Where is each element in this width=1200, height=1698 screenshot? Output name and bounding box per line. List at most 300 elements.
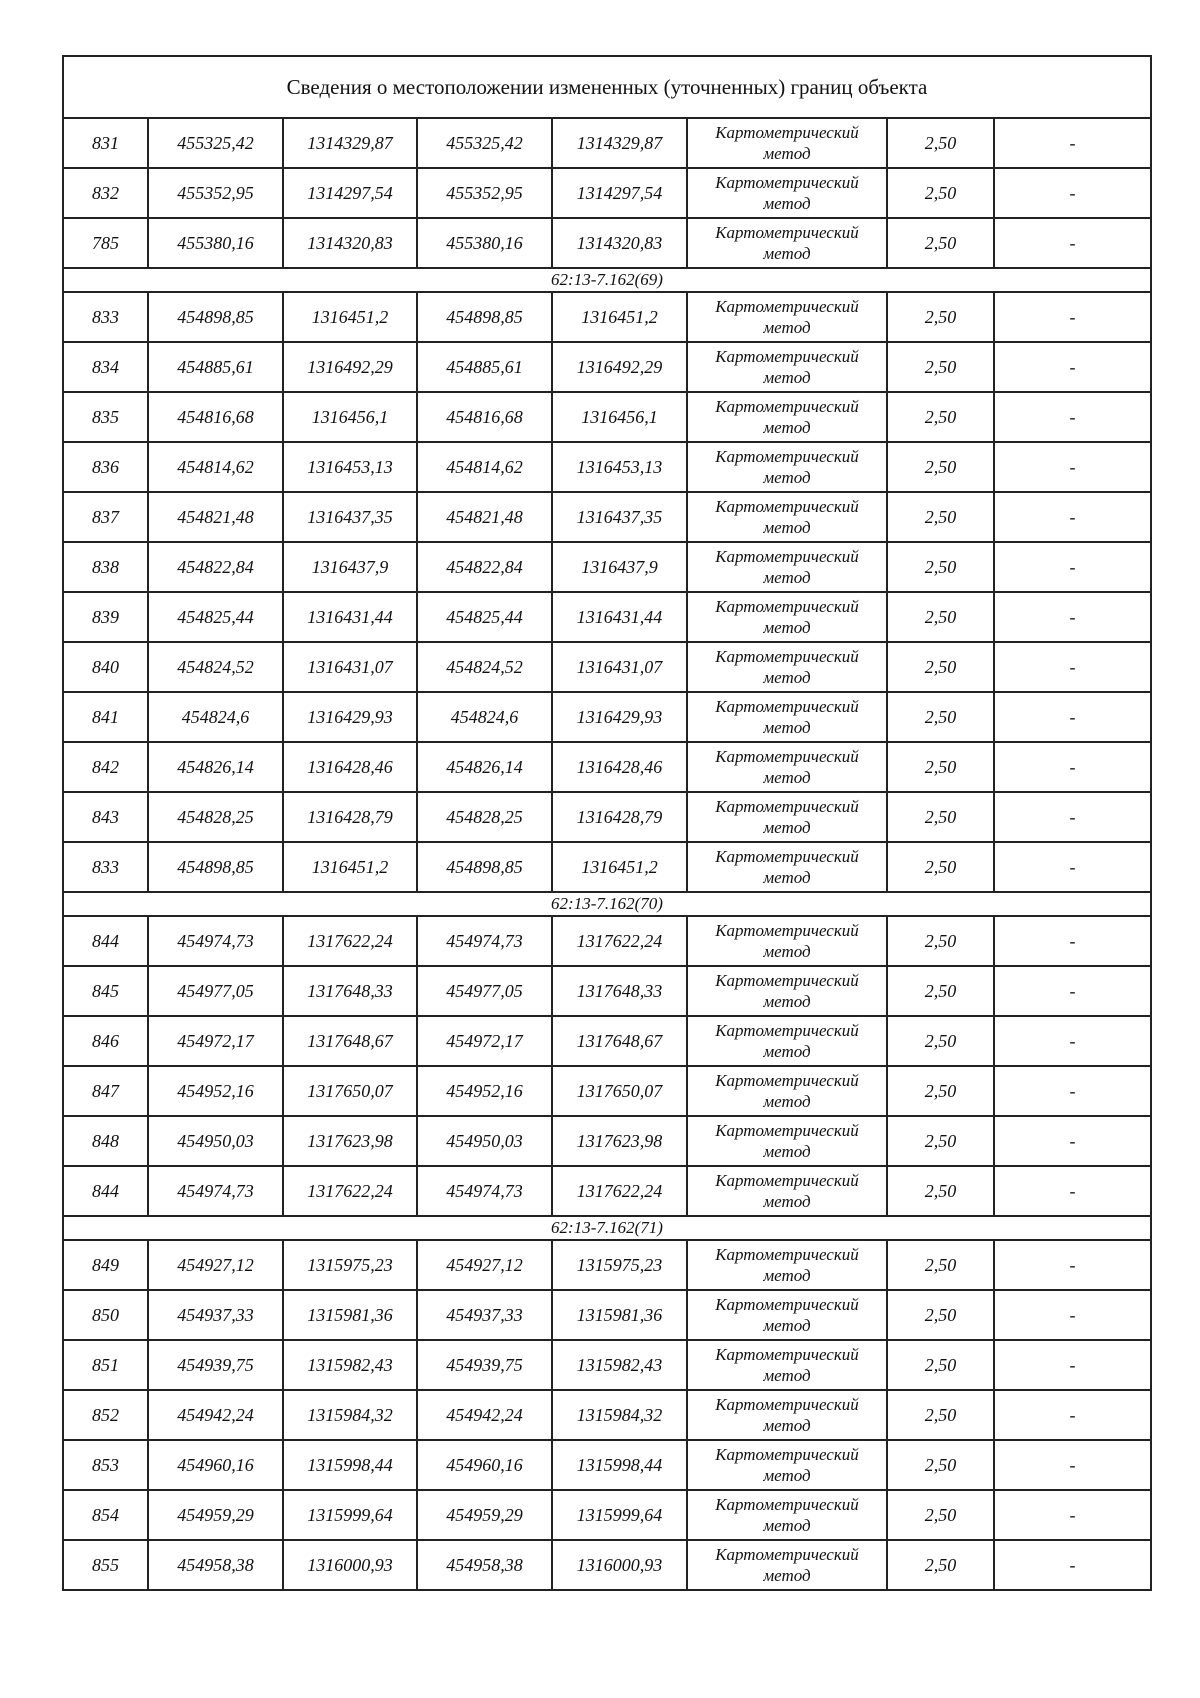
x-existing-cell: 454816,68 [148, 392, 283, 442]
point-number-cell: 833 [63, 842, 148, 892]
method-line-1: Картометрический [715, 697, 859, 716]
y-existing-cell: 1316451,2 [283, 292, 417, 342]
point-number-cell: 840 [63, 642, 148, 692]
x-existing-cell: 454937,33 [148, 1290, 283, 1340]
method-line-1: Картометрический [715, 971, 859, 990]
x-existing-cell: 454974,73 [148, 916, 283, 966]
method-cell [687, 792, 887, 842]
point-number-cell: 835 [63, 392, 148, 442]
method-line-2: метод [763, 1566, 811, 1585]
x-existing-cell: 454885,61 [148, 342, 283, 392]
note-cell: - [994, 1540, 1151, 1590]
y-refined-cell: 1316431,07 [552, 642, 687, 692]
x-existing-cell: 454828,25 [148, 792, 283, 842]
y-existing-cell: 1315999,64 [283, 1490, 417, 1540]
point-number-cell: 849 [63, 1240, 148, 1290]
point-number-cell: 848 [63, 1116, 148, 1166]
method-line-2: метод [763, 244, 811, 263]
y-refined-cell: 1315975,23 [552, 1240, 687, 1290]
method-line-1: Картометрический [715, 497, 859, 516]
note-cell: - [994, 792, 1151, 842]
note-cell: - [994, 1066, 1151, 1116]
method-cell [687, 966, 887, 1016]
point-number-cell: 845 [63, 966, 148, 1016]
method-cell [687, 1290, 887, 1340]
y-existing-cell: 1315975,23 [283, 1240, 417, 1290]
section-label: 62:13-7.162(70) [63, 892, 1151, 916]
x-existing-cell: 454960,16 [148, 1440, 283, 1490]
x-refined-cell: 454937,33 [417, 1290, 552, 1340]
accuracy-cell: 2,50 [887, 1240, 994, 1290]
accuracy-cell: 2,50 [887, 392, 994, 442]
method-line-1: Картометрический [715, 397, 859, 416]
point-number-cell: 844 [63, 916, 148, 966]
note-cell: - [994, 642, 1151, 692]
x-existing-cell: 455380,16 [148, 218, 283, 268]
method-line-1: Картометрический [715, 1121, 859, 1140]
y-existing-cell: 1316428,79 [283, 792, 417, 842]
accuracy-cell: 2,50 [887, 1490, 994, 1540]
method-line-2: метод [763, 768, 811, 787]
method-cell [687, 1116, 887, 1166]
method-line-1: Картометрический [715, 847, 859, 866]
method-line-2: метод [763, 468, 811, 487]
x-existing-cell: 454822,84 [148, 542, 283, 592]
point-number-cell: 833 [63, 292, 148, 342]
method-cell [687, 692, 887, 742]
y-refined-cell: 1316456,1 [552, 392, 687, 442]
accuracy-cell: 2,50 [887, 342, 994, 392]
point-number-cell: 832 [63, 168, 148, 218]
x-existing-cell: 454974,73 [148, 1166, 283, 1216]
x-existing-cell: 454814,62 [148, 442, 283, 492]
method-cell [687, 1016, 887, 1066]
y-refined-cell: 1317648,67 [552, 1016, 687, 1066]
point-number-cell: 838 [63, 542, 148, 592]
y-existing-cell: 1316453,13 [283, 442, 417, 492]
note-cell: - [994, 492, 1151, 542]
accuracy-cell: 2,50 [887, 1166, 994, 1216]
method-line-2: метод [763, 718, 811, 737]
method-line-2: метод [763, 668, 811, 687]
method-cell [687, 1390, 887, 1440]
accuracy-cell: 2,50 [887, 218, 994, 268]
accuracy-cell: 2,50 [887, 966, 994, 1016]
section-header-row [63, 268, 1151, 292]
table-row [63, 218, 1151, 268]
method-cell [687, 168, 887, 218]
y-existing-cell: 1317622,24 [283, 1166, 417, 1216]
x-refined-cell: 454825,44 [417, 592, 552, 642]
method-cell [687, 642, 887, 692]
y-refined-cell: 1315981,36 [552, 1290, 687, 1340]
y-refined-cell: 1316437,35 [552, 492, 687, 542]
table-row [63, 1490, 1151, 1540]
x-existing-cell: 454825,44 [148, 592, 283, 642]
accuracy-cell: 2,50 [887, 492, 994, 542]
method-cell [687, 492, 887, 542]
table-title-row [63, 56, 1151, 118]
section-header-row [63, 1216, 1151, 1240]
x-existing-cell: 454972,17 [148, 1016, 283, 1066]
method-line-1: Картометрический [715, 1395, 859, 1414]
note-cell: - [994, 1116, 1151, 1166]
x-refined-cell: 454950,03 [417, 1116, 552, 1166]
method-line-2: метод [763, 518, 811, 537]
y-existing-cell: 1316431,07 [283, 642, 417, 692]
method-line-1: Картометрический [715, 647, 859, 666]
y-existing-cell: 1316437,9 [283, 542, 417, 592]
method-cell [687, 742, 887, 792]
point-number-cell: 855 [63, 1540, 148, 1590]
x-refined-cell: 454972,17 [417, 1016, 552, 1066]
table-row [63, 592, 1151, 642]
accuracy-cell: 2,50 [887, 442, 994, 492]
x-refined-cell: 454974,73 [417, 1166, 552, 1216]
note-cell: - [994, 292, 1151, 342]
table-row [63, 792, 1151, 842]
point-number-cell: 842 [63, 742, 148, 792]
table-row [63, 442, 1151, 492]
x-existing-cell: 454952,16 [148, 1066, 283, 1116]
table-row [63, 642, 1151, 692]
method-line-1: Картометрический [715, 173, 859, 192]
method-cell [687, 1166, 887, 1216]
note-cell: - [994, 842, 1151, 892]
accuracy-cell: 2,50 [887, 1016, 994, 1066]
method-line-1: Картометрический [715, 1071, 859, 1090]
y-refined-cell: 1317648,33 [552, 966, 687, 1016]
point-number-cell: 844 [63, 1166, 148, 1216]
method-line-2: метод [763, 818, 811, 837]
point-number-cell: 852 [63, 1390, 148, 1440]
table-title: Сведения о местоположении измененных (уточненных) границ объекта [63, 56, 1151, 118]
y-existing-cell: 1315982,43 [283, 1340, 417, 1390]
accuracy-cell: 2,50 [887, 1440, 994, 1490]
x-existing-cell: 454898,85 [148, 292, 283, 342]
accuracy-cell: 2,50 [887, 1290, 994, 1340]
method-line-2: метод [763, 1192, 811, 1211]
method-line-2: метод [763, 568, 811, 587]
method-line-1: Картометрический [715, 547, 859, 566]
y-refined-cell: 1317623,98 [552, 1116, 687, 1166]
accuracy-cell: 2,50 [887, 592, 994, 642]
method-line-2: метод [763, 1092, 811, 1111]
y-existing-cell: 1316000,93 [283, 1540, 417, 1590]
accuracy-cell: 2,50 [887, 792, 994, 842]
method-cell [687, 442, 887, 492]
method-cell [687, 592, 887, 642]
method-cell [687, 118, 887, 168]
y-refined-cell: 1314297,54 [552, 168, 687, 218]
point-number-cell: 850 [63, 1290, 148, 1340]
point-number-cell: 846 [63, 1016, 148, 1066]
y-existing-cell: 1316492,29 [283, 342, 417, 392]
note-cell: - [994, 742, 1151, 792]
x-existing-cell: 454826,14 [148, 742, 283, 792]
note-cell: - [994, 1166, 1151, 1216]
x-existing-cell: 454824,6 [148, 692, 283, 742]
note-cell: - [994, 1390, 1151, 1440]
method-line-1: Картометрический [715, 223, 859, 242]
point-number-cell: 831 [63, 118, 148, 168]
method-line-2: метод [763, 1466, 811, 1485]
method-line-2: метод [763, 868, 811, 887]
method-cell [687, 1340, 887, 1390]
table-row [63, 392, 1151, 442]
boundary-coordinates-table [62, 55, 1152, 1591]
accuracy-cell: 2,50 [887, 1116, 994, 1166]
accuracy-cell: 2,50 [887, 118, 994, 168]
method-line-2: метод [763, 992, 811, 1011]
table-row [63, 1066, 1151, 1116]
x-refined-cell: 454960,16 [417, 1440, 552, 1490]
x-refined-cell: 454977,05 [417, 966, 552, 1016]
x-refined-cell: 455352,95 [417, 168, 552, 218]
table-row [63, 1290, 1151, 1340]
table-body [63, 56, 1151, 1590]
table-row [63, 1390, 1151, 1440]
accuracy-cell: 2,50 [887, 1340, 994, 1390]
x-refined-cell: 454816,68 [417, 392, 552, 442]
method-line-2: метод [763, 942, 811, 961]
note-cell: - [994, 916, 1151, 966]
accuracy-cell: 2,50 [887, 168, 994, 218]
method-cell [687, 1490, 887, 1540]
method-cell [687, 392, 887, 442]
y-refined-cell: 1316000,93 [552, 1540, 687, 1590]
note-cell: - [994, 592, 1151, 642]
y-existing-cell: 1316429,93 [283, 692, 417, 742]
method-line-1: Картометрический [715, 1345, 859, 1364]
method-line-2: метод [763, 1366, 811, 1385]
table-row [63, 692, 1151, 742]
method-line-1: Картометрический [715, 1295, 859, 1314]
method-line-1: Картометрический [715, 347, 859, 366]
x-existing-cell: 455325,42 [148, 118, 283, 168]
y-existing-cell: 1316456,1 [283, 392, 417, 442]
method-line-1: Картометрический [715, 1495, 859, 1514]
y-refined-cell: 1315998,44 [552, 1440, 687, 1490]
x-refined-cell: 454824,52 [417, 642, 552, 692]
x-refined-cell: 454942,24 [417, 1390, 552, 1440]
y-existing-cell: 1315984,32 [283, 1390, 417, 1440]
x-existing-cell: 454939,75 [148, 1340, 283, 1390]
method-line-1: Картометрический [715, 447, 859, 466]
x-refined-cell: 454822,84 [417, 542, 552, 592]
point-number-cell: 853 [63, 1440, 148, 1490]
y-refined-cell: 1316492,29 [552, 342, 687, 392]
method-cell [687, 1240, 887, 1290]
y-refined-cell: 1317650,07 [552, 1066, 687, 1116]
table-row [63, 118, 1151, 168]
method-line-2: метод [763, 194, 811, 213]
x-existing-cell: 454942,24 [148, 1390, 283, 1440]
method-line-1: Картометрический [715, 1171, 859, 1190]
y-refined-cell: 1316451,2 [552, 842, 687, 892]
y-existing-cell: 1315998,44 [283, 1440, 417, 1490]
note-cell: - [994, 168, 1151, 218]
method-line-2: метод [763, 368, 811, 387]
x-existing-cell: 454898,85 [148, 842, 283, 892]
accuracy-cell: 2,50 [887, 1390, 994, 1440]
method-line-1: Картометрический [715, 1445, 859, 1464]
y-refined-cell: 1315982,43 [552, 1340, 687, 1390]
accuracy-cell: 2,50 [887, 842, 994, 892]
method-line-1: Картометрический [715, 597, 859, 616]
note-cell: - [994, 1016, 1151, 1066]
y-refined-cell: 1316451,2 [552, 292, 687, 342]
x-existing-cell: 454959,29 [148, 1490, 283, 1540]
accuracy-cell: 2,50 [887, 1066, 994, 1116]
method-line-2: метод [763, 144, 811, 163]
point-number-cell: 843 [63, 792, 148, 842]
table-row [63, 1340, 1151, 1390]
point-number-cell: 851 [63, 1340, 148, 1390]
table-row [63, 966, 1151, 1016]
y-existing-cell: 1314329,87 [283, 118, 417, 168]
accuracy-cell: 2,50 [887, 642, 994, 692]
y-existing-cell: 1317650,07 [283, 1066, 417, 1116]
x-existing-cell: 454950,03 [148, 1116, 283, 1166]
method-cell [687, 542, 887, 592]
table-row [63, 492, 1151, 542]
x-refined-cell: 454898,85 [417, 292, 552, 342]
method-line-2: метод [763, 418, 811, 437]
y-refined-cell: 1315999,64 [552, 1490, 687, 1540]
x-existing-cell: 454977,05 [148, 966, 283, 1016]
x-existing-cell: 454821,48 [148, 492, 283, 542]
accuracy-cell: 2,50 [887, 542, 994, 592]
method-line-1: Картометрический [715, 1245, 859, 1264]
y-refined-cell: 1314329,87 [552, 118, 687, 168]
point-number-cell: 854 [63, 1490, 148, 1540]
table-row [63, 842, 1151, 892]
y-refined-cell: 1316431,44 [552, 592, 687, 642]
method-cell [687, 218, 887, 268]
method-line-2: метод [763, 1042, 811, 1061]
x-refined-cell: 454974,73 [417, 916, 552, 966]
method-line-1: Картометрический [715, 747, 859, 766]
y-existing-cell: 1317622,24 [283, 916, 417, 966]
method-line-1: Картометрический [715, 921, 859, 940]
method-line-2: метод [763, 1516, 811, 1535]
x-refined-cell: 454939,75 [417, 1340, 552, 1390]
y-refined-cell: 1317622,24 [552, 1166, 687, 1216]
y-existing-cell: 1316431,44 [283, 592, 417, 642]
y-existing-cell: 1317648,33 [283, 966, 417, 1016]
table-row [63, 1166, 1151, 1216]
accuracy-cell: 2,50 [887, 292, 994, 342]
table-row [63, 1240, 1151, 1290]
method-line-1: Картометрический [715, 123, 859, 142]
y-refined-cell: 1316429,93 [552, 692, 687, 742]
method-cell [687, 842, 887, 892]
method-line-1: Картометрический [715, 297, 859, 316]
method-line-1: Картометрический [715, 1021, 859, 1040]
note-cell: - [994, 442, 1151, 492]
method-cell [687, 916, 887, 966]
x-refined-cell: 454952,16 [417, 1066, 552, 1116]
method-line-2: метод [763, 1316, 811, 1335]
accuracy-cell: 2,50 [887, 692, 994, 742]
table-row [63, 168, 1151, 218]
table-row [63, 916, 1151, 966]
x-refined-cell: 454927,12 [417, 1240, 552, 1290]
note-cell: - [994, 392, 1151, 442]
table-row [63, 1116, 1151, 1166]
y-existing-cell: 1316451,2 [283, 842, 417, 892]
method-line-1: Картометрический [715, 1545, 859, 1564]
y-existing-cell: 1314320,83 [283, 218, 417, 268]
y-refined-cell: 1316453,13 [552, 442, 687, 492]
note-cell: - [994, 1490, 1151, 1540]
section-header-row [63, 892, 1151, 916]
method-line-2: метод [763, 618, 811, 637]
y-existing-cell: 1317648,67 [283, 1016, 417, 1066]
table-row [63, 292, 1151, 342]
note-cell: - [994, 542, 1151, 592]
note-cell: - [994, 1290, 1151, 1340]
point-number-cell: 841 [63, 692, 148, 742]
x-refined-cell: 454959,29 [417, 1490, 552, 1540]
note-cell: - [994, 118, 1151, 168]
note-cell: - [994, 1340, 1151, 1390]
x-refined-cell: 454885,61 [417, 342, 552, 392]
y-refined-cell: 1315984,32 [552, 1390, 687, 1440]
accuracy-cell: 2,50 [887, 1540, 994, 1590]
accuracy-cell: 2,50 [887, 742, 994, 792]
table-row [63, 1016, 1151, 1066]
y-refined-cell: 1316428,79 [552, 792, 687, 842]
method-line-2: метод [763, 1142, 811, 1161]
method-cell [687, 292, 887, 342]
note-cell: - [994, 1240, 1151, 1290]
accuracy-cell: 2,50 [887, 916, 994, 966]
table-row [63, 742, 1151, 792]
method-line-2: метод [763, 1416, 811, 1435]
section-label: 62:13-7.162(71) [63, 1216, 1151, 1240]
method-cell [687, 342, 887, 392]
table-row [63, 542, 1151, 592]
x-refined-cell: 454821,48 [417, 492, 552, 542]
x-refined-cell: 454824,6 [417, 692, 552, 742]
method-line-2: метод [763, 1266, 811, 1285]
method-line-2: метод [763, 318, 811, 337]
note-cell: - [994, 218, 1151, 268]
method-cell [687, 1540, 887, 1590]
x-refined-cell: 454826,14 [417, 742, 552, 792]
note-cell: - [994, 1440, 1151, 1490]
point-number-cell: 834 [63, 342, 148, 392]
y-existing-cell: 1317623,98 [283, 1116, 417, 1166]
point-number-cell: 785 [63, 218, 148, 268]
x-existing-cell: 455352,95 [148, 168, 283, 218]
y-existing-cell: 1314297,54 [283, 168, 417, 218]
y-refined-cell: 1314320,83 [552, 218, 687, 268]
method-cell [687, 1440, 887, 1490]
x-refined-cell: 454828,25 [417, 792, 552, 842]
x-refined-cell: 454958,38 [417, 1540, 552, 1590]
note-cell: - [994, 966, 1151, 1016]
y-existing-cell: 1316428,46 [283, 742, 417, 792]
point-number-cell: 836 [63, 442, 148, 492]
note-cell: - [994, 692, 1151, 742]
y-existing-cell: 1316437,35 [283, 492, 417, 542]
table-row [63, 1540, 1151, 1590]
y-refined-cell: 1316437,9 [552, 542, 687, 592]
method-cell [687, 1066, 887, 1116]
